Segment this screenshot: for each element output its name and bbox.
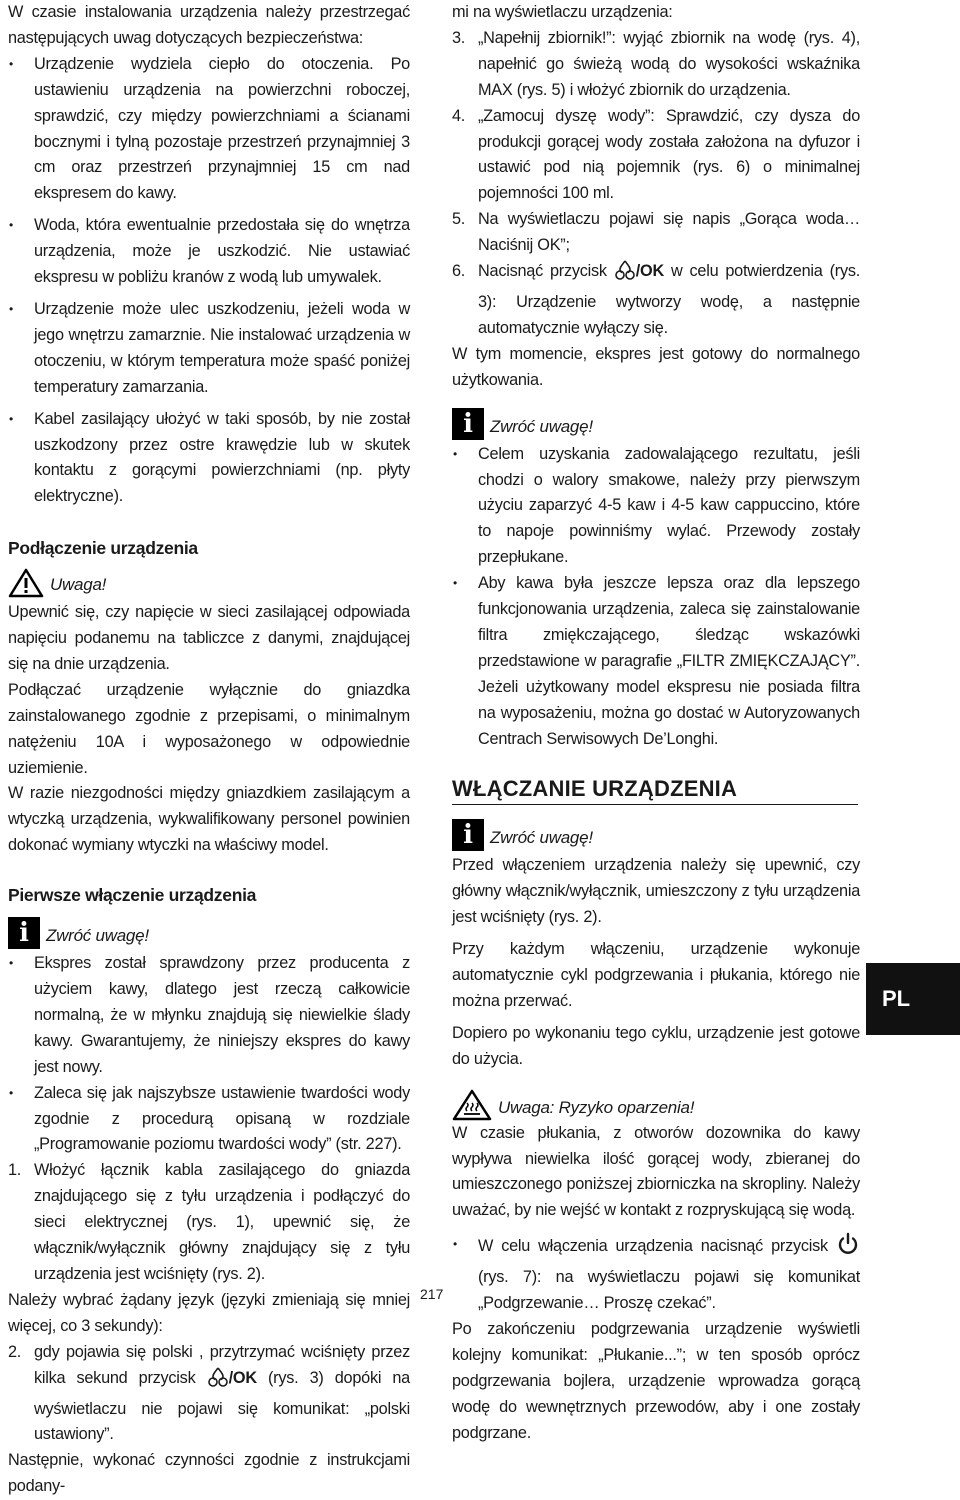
list-item — [452, 1232, 860, 1317]
intro-text: W czasie instalowania urządzenia należy przestrzegać następujących uwag dotyczących bezpieczeństwa: — [8, 3, 410, 47]
warning-triangle-icon — [8, 568, 44, 598]
step-2 — [8, 1340, 410, 1449]
info-note — [8, 917, 410, 949]
paragraph: W razie niezgodności między gniazdkiem zasilającym a wtyczką urządzenia, wykwalifikowany personel powinien dokonać wymiany wtyczki na właściwy model. — [8, 784, 410, 855]
paragraph: Przed włączeniem urządzenia należy się upewnić, czy główny włącznik/wyłącznik, umieszczony z tyłu urządzenia jest wciśnięty (rys. 2). — [452, 856, 860, 927]
note-label: Zwróć uwagę! — [490, 828, 593, 848]
step-6 — [452, 259, 860, 342]
paragraph: Dopiero po wykonaniu tego cyklu, urządzenie jest gotowe do użycia. — [452, 1023, 860, 1068]
step-number: 1. — [8, 1161, 22, 1180]
ok-label: /OK — [635, 262, 664, 281]
heading-first-start: Pierwsze włączenie urządzenia — [8, 885, 257, 906]
burn-label: Uwaga: Ryzyko oparzenia! — [498, 1097, 695, 1117]
paragraph: Upewnić się, czy napięcie w sieci zasilającej odpowiada napięciu podanemu na tabliczce z danymi, znajdującej się na dnie urządzenia. — [8, 603, 410, 673]
step-text: Nacisnąć przycisk — [478, 262, 607, 281]
step-number: 2. — [8, 1342, 22, 1361]
list-item: • Aby kawa była jeszcze lepsza oraz dla lepszego funkcjonowania urządzenia, zaleca się zainstalowanie filtra zmiękczającego, śledząc wskazówki przedstawione w paragrafie „FILTR ZMIĘKCZAJĄCY”. Jeżeli użytkowany model ekspresu nie posiada filtra na wyposażeniu, można go dostać w Autoryzowanych Centrach Serwisowych De’Longhi. — [452, 571, 860, 752]
note-list — [452, 442, 860, 753]
paragraph: Przy każdym włączeniu, urządzenie wykonuje automatycznie cykl podgrzewania i płukania, którego nie można przerwać. — [452, 940, 860, 1010]
power-button-icon — [836, 1232, 860, 1265]
ok-label: /OK — [228, 1368, 257, 1387]
hot-water-button-icon — [614, 259, 636, 290]
heading-connect: Podłączenie urządzenia — [8, 538, 198, 559]
step-number: 4. — [452, 106, 466, 125]
burn-warning — [452, 1089, 860, 1121]
safety-list — [8, 52, 410, 510]
heading-switch-on: WŁĄCZANIE URZĄDZENIA — [452, 776, 858, 805]
paragraph: Należy wybrać żądany język (języki zmieniają się mniej więcej, co 3 sekundy): — [8, 1290, 410, 1335]
warning-note — [8, 568, 410, 598]
page-number: 217 — [420, 1286, 444, 1302]
item-text: W celu włączenia urządzenia nacisnąć przycisk — [478, 1237, 828, 1256]
language-tab: PL — [866, 963, 960, 1035]
paragraph: Po zakończeniu podgrzewania urządzenie wyświetli kolejny komunikat: „Płukanie...”; w ten sposób oprócz podgrzewania bojlera, urządzenie wprowadza gorącą wodę do wewnętrznych przewodów, aby i one zostały podgrzane. — [452, 1319, 860, 1442]
paragraph: mi na wyświetlaczu urządzenia: — [452, 3, 673, 21]
power-list — [452, 1232, 860, 1317]
list-item: • Woda, która ewentualnie przedostała się do wnętrza urządzenia, może je uszkodzić. Nie ustawiać ekspresu w pobliżu kranów z wodą lub umywalek. — [8, 213, 410, 291]
info-icon: i — [8, 917, 40, 949]
step-text: gdy pojawia się polski , przytrzymać wciśnięty przez kilka sekund przycisk — [34, 1342, 410, 1387]
warning-label: Uwaga! — [50, 575, 107, 595]
list-item: • Urządzenie może ulec uszkodzeniu, jeżeli woda w jego wnętrzu zamarznie. Nie instalować urządzenia w otoczeniu, w którym temperatura może spaść poniżej temperatury zamarzania. — [8, 297, 410, 401]
step-3 — [452, 26, 860, 104]
info-note — [452, 408, 860, 440]
note-label: Zwróć uwagę! — [46, 926, 149, 946]
left-column — [8, 0, 410, 1500]
paragraph: Podłączać urządzenie wyłącznie do gniazdka zainstalowanego zgodnie z przepisami, o minimalnym natężeniu 10A i wyposażonego w odpowiednie uziemienie. — [8, 680, 410, 777]
info-icon: i — [452, 408, 484, 440]
step-text: (rys. 3) dopóki na wyświetlaczu nie pojawi się komunikat: „polski ustawiony”. — [34, 1368, 410, 1444]
hot-surface-warning-icon — [452, 1089, 492, 1121]
note-list — [8, 951, 410, 1158]
step-text: Włożyć łącznik kabla zasilającego do gniazda znajdującego się z tyłu urządzenia i podłączyć do sieci elektrycznej (rys. 1), upewnić się, że włącznik/wyłącznik główny znajdujący się z tyłu urządzenia jest wciśnięty (rys. 2). — [34, 1161, 410, 1283]
paragraph: W czasie płukania, z otworów dozownika do kawy wypływa niewielka ilość gorącej wody, zbieranej do umieszczonego poniższej zbiorniczka na skropliny. Należy uważać, by nie wejść w kontakt z rozpryskującą się wodą. — [452, 1123, 860, 1220]
step-number: 6. — [452, 262, 466, 281]
step-text: w celu potwierdzenia (rys. 3): Urządzenie wytworzy wodę, a następnie automatycznie wyłączy się. — [478, 262, 860, 337]
list-item: • Urządzenie wydziela ciepło do otoczenia. Po ustawieniu urządzenia na powierzchni roboczej, sprawdzić, czy między powierzchniami a ścianami bocznymi i tylną pozostaje przestrzeń przynajmniej 3 cm oraz przestrzeń przynajmniej 15 cm nad ekspresem do kawy. — [8, 52, 410, 207]
list-item: • Celem uzyskania zadowalającego rezultatu, jeśli chodzi o walory smakowe, należy przy pierwszym użyciu zaparzyć 4-5 kaw i 4-5 kaw cappuccino, które to napoje powinniśmy wylać. Przewody zostały przepłukane. — [452, 442, 860, 572]
list-item: • Zaleca się jak najszybsze ustawienie twardości wody zgodnie z procedurą opisaną w rozdziale „Programowanie poziomu twardości wody” (str. 227). — [8, 1081, 410, 1159]
info-note — [452, 819, 860, 851]
step-text: Na wyświetlaczu pojawi się napis „Gorąca woda…Naciśnij OK”; — [478, 210, 860, 255]
paragraph: Następnie, wykonać czynności zgodnie z instrukcjami podany- — [8, 1451, 410, 1496]
info-icon: i — [452, 819, 484, 851]
item-text: (rys. 7): na wyświetlaczu pojawi się komunikat „Podgrzewanie… Proszę czekać”. — [478, 1268, 860, 1313]
list-item: • Ekspres został sprawdzony przez producenta z użyciem kawy, dlatego jest rzeczą całkowicie normalną, że w młynku znajdują się niewielkie ślady kawy. Gwarantujemy, że niniejszy ekspres do kawy jest nowy. — [8, 951, 410, 1081]
list-item: • Kabel zasilający ułożyć w taki sposób, by nie został uszkodzony przez ostre krawędzie lub w skutek kontaktu z gorącymi powierzchniami (np. płyty elektryczne). — [8, 407, 410, 511]
paragraph: W tym momencie, ekspres jest gotowy do normalnego użytkowania. — [452, 344, 860, 389]
right-column — [452, 0, 860, 1447]
step-4 — [452, 104, 860, 208]
step-text: „Napełnij zbiornik!”: wyjąć zbiornik na wodę (rys. 4), napełnić go świeżą wodą do wysokości wskaźnika MAX (rys. 5) i włożyć zbiornik do urządzenia. — [478, 28, 860, 99]
step-1 — [8, 1158, 410, 1288]
hot-water-button-icon — [207, 1366, 229, 1397]
step-5 — [452, 207, 860, 259]
step-text: „Zamocuj dyszę wody”: Sprawdzić, czy dysza do produkcji gorącej wody została założona na dyfuzor i ustawić pod nią pojemnik (rys. 6) o minimalnej pojemności 100 ml. — [478, 106, 860, 203]
step-number: 3. — [452, 28, 466, 47]
note-label: Zwróć uwagę! — [490, 416, 593, 436]
step-number: 5. — [452, 210, 466, 229]
